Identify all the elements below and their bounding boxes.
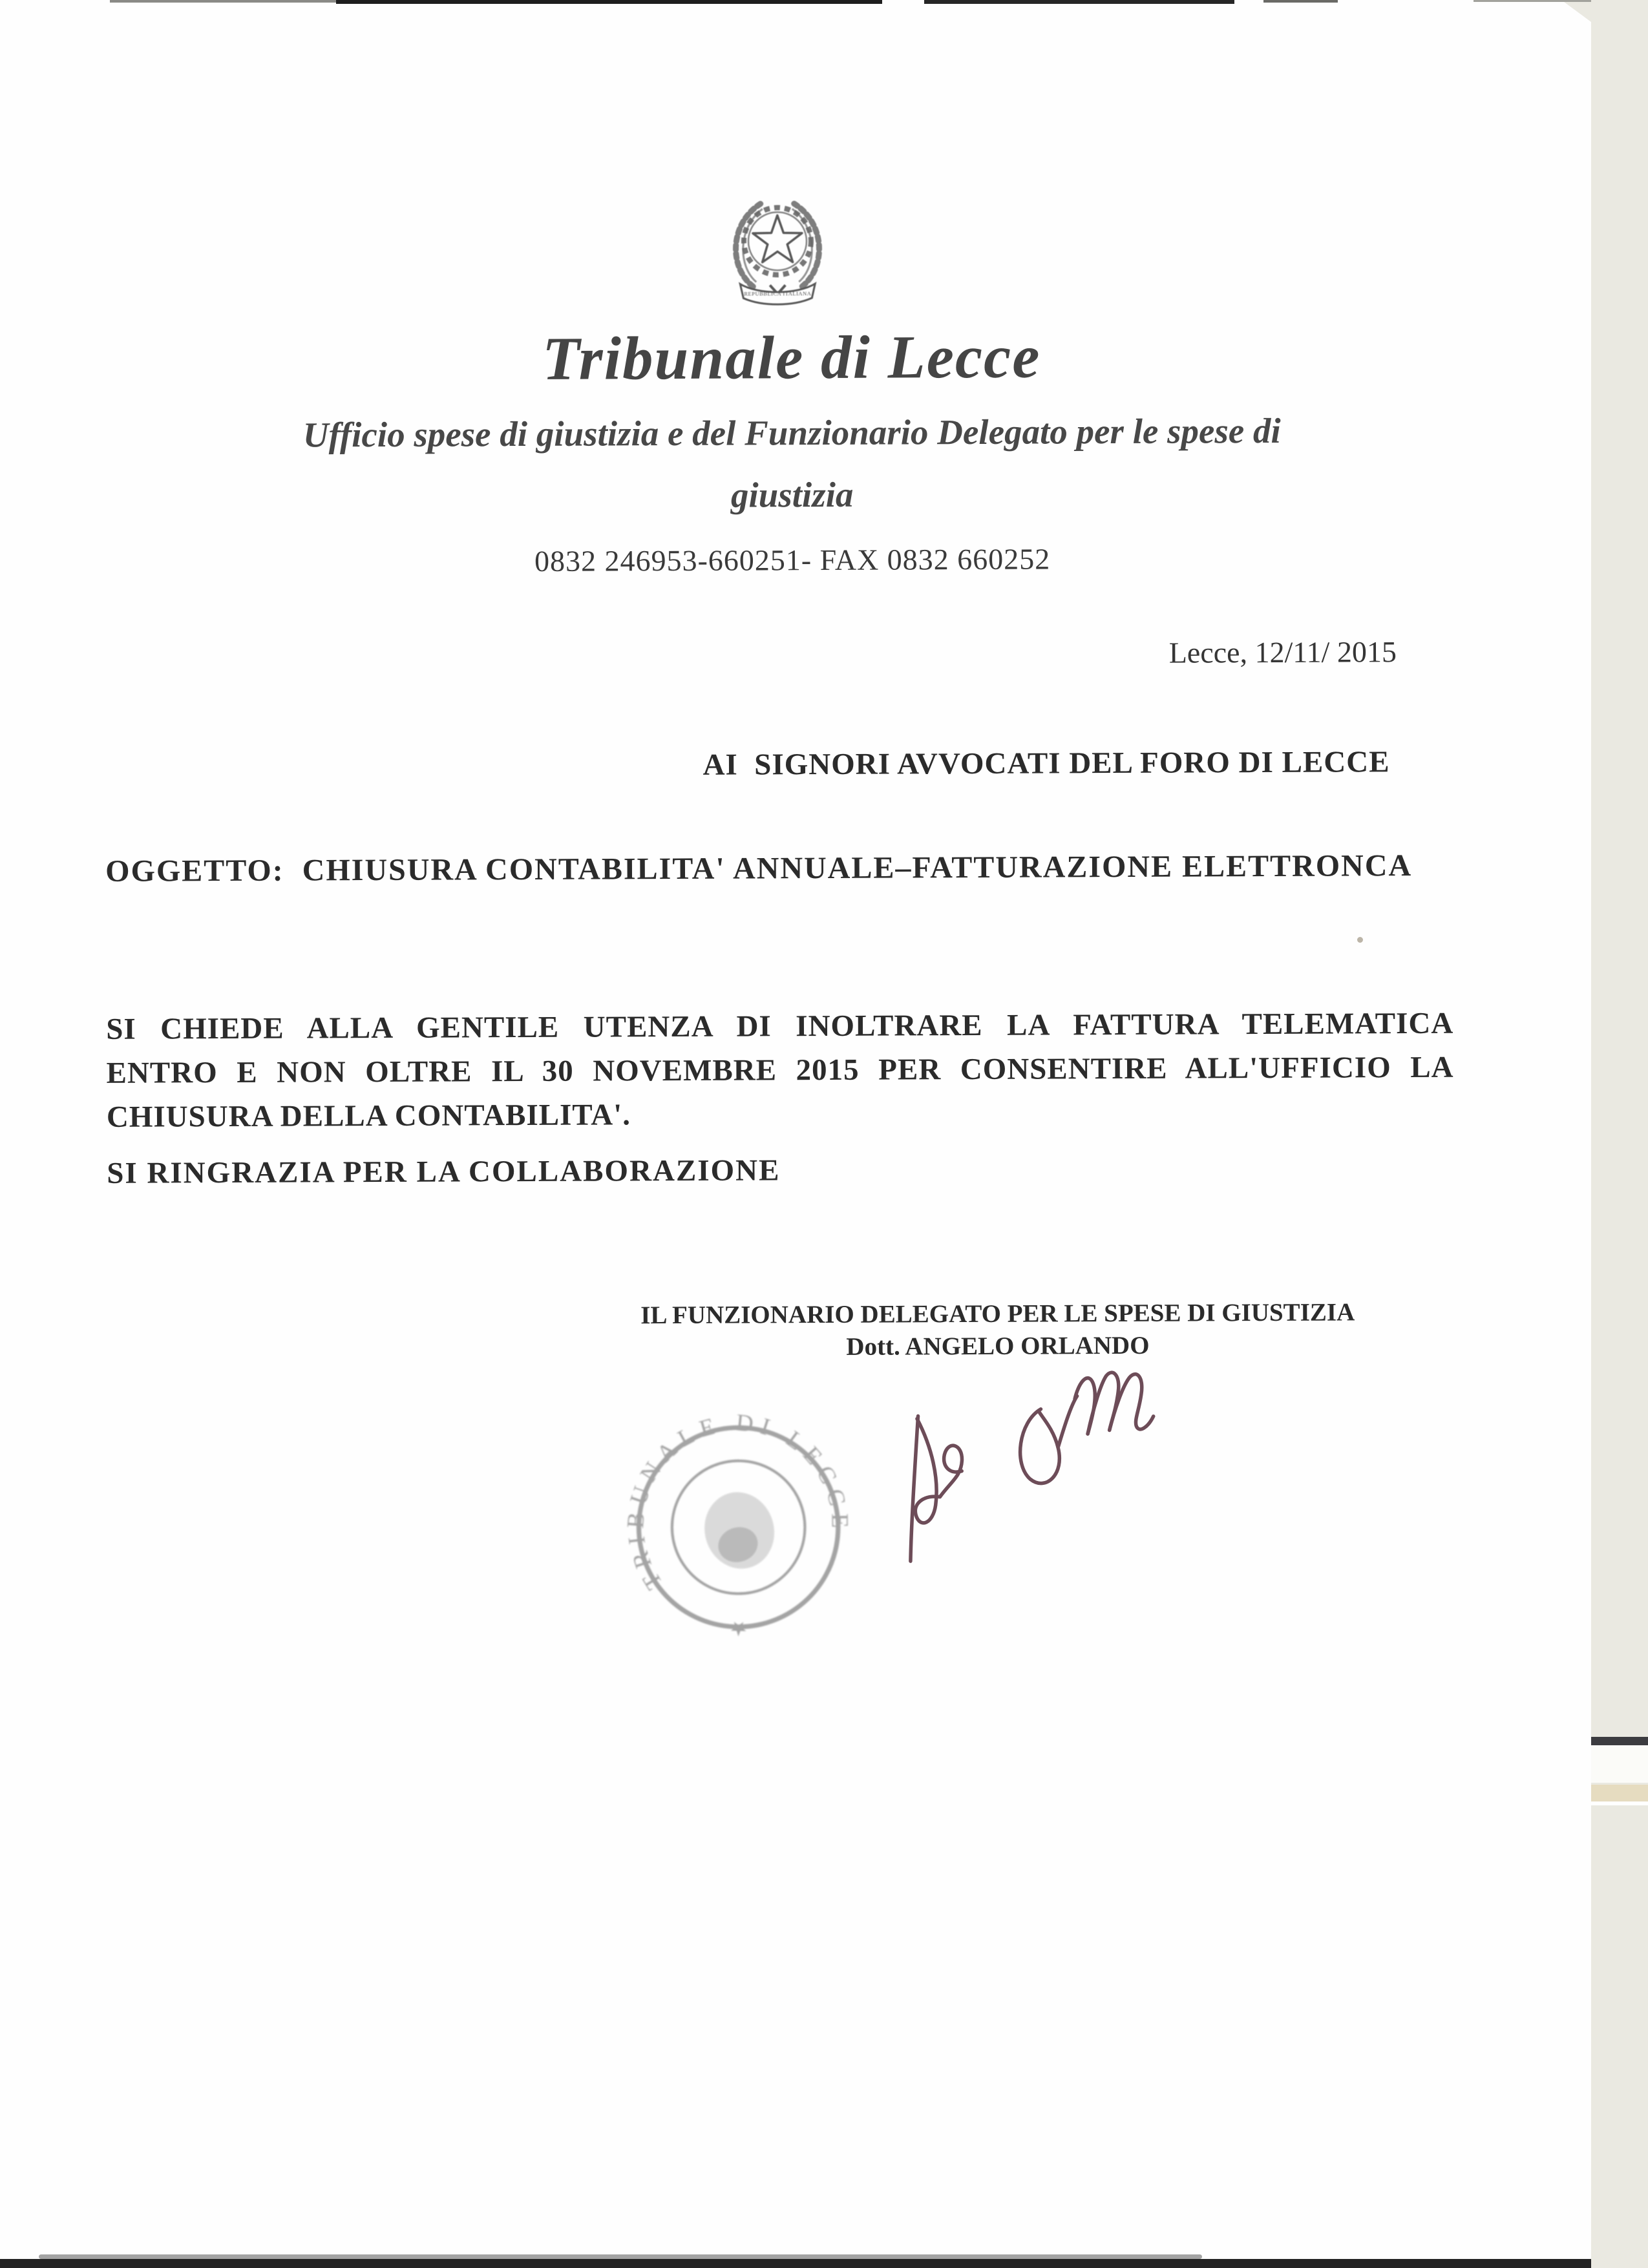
italian-republic-emblem-icon [725, 189, 830, 308]
body-line: CHIUSURA DELLA CONTABILITA'. [106, 1098, 631, 1134]
body-line: SI CHIEDE ALLA GENTILE UTENZA DI INOLTRARE LA FATTURA TELEMATICA [106, 1006, 1454, 1046]
subject-line: OGGETTO: CHIUSURA CONTABILITA' ANNUALE–FATTURAZIONE ELETTRONCA [105, 848, 1413, 888]
phone-fax-line: 0832 246953-660251- FAX 0832 660252 [534, 542, 1051, 578]
stamp-circular-text: TRIBUNALE DI LECCE [622, 1409, 853, 1595]
signer-title: IL FUNZIONARIO DELEGATO PER LE SPESE DI GIUSTIZIA [640, 1298, 1355, 1330]
body-line: ENTRO E NON OLTRE IL 30 NOVEMBRE 2015 PER CONSENTIRE ALL'UFFICIO LA [106, 1050, 1454, 1090]
stamp-star-icon: ★ [729, 1616, 748, 1641]
court-round-stamp [590, 1379, 887, 1675]
signature-block [605, 1296, 1390, 1364]
handwritten-signature [867, 1339, 1223, 1582]
star-icon [753, 215, 802, 262]
emblem-caption: REPUBBLICA ITALIANA [744, 290, 812, 297]
signer-name: Dott. ANGELO ORLANDO [846, 1331, 1150, 1361]
body-paragraph [106, 1002, 1454, 1139]
court-title: Tribunale di Lecce [542, 322, 1041, 393]
place-date: Lecce, 12/11/ 2015 [1168, 635, 1397, 669]
closing-line: SI RINGRAZIA PER LA COLLABORAZIONE [107, 1153, 781, 1190]
office-subtitle [0, 399, 1587, 530]
office-subtitle-line2: giustizia [730, 474, 854, 515]
office-subtitle-line1: Ufficio spese di giustizia e del Funzionario Delegato per le spese di [302, 410, 1281, 455]
addressee-line: AI SIGNORI AVVOCATI DEL FORO DI LECCE [703, 745, 1390, 782]
